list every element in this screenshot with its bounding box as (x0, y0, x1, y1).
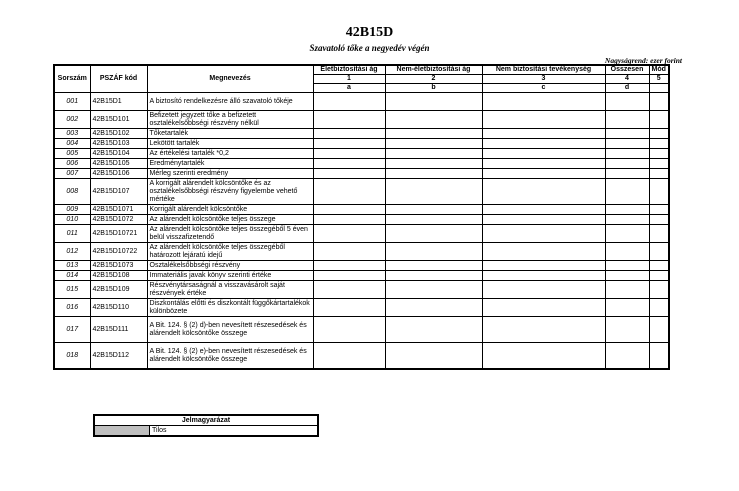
legend-header: Jelmagyarázat (94, 415, 318, 426)
value-cell[interactable] (313, 159, 385, 169)
value-cell[interactable] (313, 343, 385, 370)
value-cell[interactable] (605, 225, 649, 243)
value-cell[interactable] (313, 93, 385, 111)
row-code: 42B15D105 (90, 159, 147, 169)
header-pszaf-kod: PSZÁF kód (90, 65, 147, 93)
row-description: Korrigált alárendelt kölcsöntőke (147, 205, 313, 215)
table-row (54, 299, 669, 317)
row-description: A korrigált alárendelt kölcsöntőke és az osztalékelsőbbségi részvény figyelembe vehető mértéke (147, 179, 313, 205)
table-row (54, 225, 669, 243)
row-description: Immateriális javak könyv szerinti értéke (147, 271, 313, 281)
value-cell[interactable] (313, 149, 385, 159)
row-description: Diszkontálás előtti és diszkontált függőkártartalékok különbözete (147, 299, 313, 317)
value-cell[interactable] (605, 205, 649, 215)
value-cell[interactable] (385, 93, 482, 111)
value-cell[interactable] (385, 215, 482, 225)
row-number: 009 (54, 205, 90, 215)
row-number: 005 (54, 149, 90, 159)
value-cell[interactable] (313, 215, 385, 225)
value-cell[interactable] (482, 343, 605, 370)
table-row (54, 149, 669, 159)
value-cell[interactable] (482, 243, 605, 261)
row-code: 42B15D109 (90, 281, 147, 299)
row-number: 013 (54, 261, 90, 271)
table-row (54, 129, 669, 139)
row-description: A biztosító rendelkezésre álló szavatoló tőkéje (147, 93, 313, 111)
value-cell[interactable] (313, 225, 385, 243)
header-megnevezes: Megnevezés (147, 65, 313, 93)
value-cell[interactable] (482, 281, 605, 299)
row-number: 014 (54, 271, 90, 281)
row-number: 010 (54, 215, 90, 225)
value-cell[interactable] (313, 111, 385, 129)
row-code: 42B15D10722 (90, 243, 147, 261)
table-row (54, 139, 669, 149)
row-description: Lekötött tartalék (147, 139, 313, 149)
value-cell[interactable] (385, 343, 482, 370)
value-cell[interactable] (649, 159, 669, 169)
value-cell[interactable] (605, 93, 649, 111)
header-num-5: 5 (649, 75, 669, 84)
value-cell[interactable] (313, 317, 385, 343)
header-col-1: Életbiztosítási ág (313, 65, 385, 75)
value-cell[interactable] (649, 215, 669, 225)
row-description: Tőketartalék (147, 129, 313, 139)
value-cell[interactable] (313, 129, 385, 139)
table-row (54, 159, 669, 169)
value-cell[interactable] (649, 281, 669, 299)
value-cell[interactable] (605, 299, 649, 317)
value-cell[interactable] (313, 243, 385, 261)
value-cell[interactable] (385, 179, 482, 205)
value-cell[interactable] (605, 179, 649, 205)
value-cell[interactable] (313, 299, 385, 317)
header-letter-e (649, 84, 669, 93)
value-cell[interactable] (605, 271, 649, 281)
legend-swatch-forbidden (94, 426, 150, 437)
table-row (54, 261, 669, 271)
value-cell[interactable] (313, 271, 385, 281)
value-cell[interactable] (385, 111, 482, 129)
row-number: 012 (54, 243, 90, 261)
row-number: 008 (54, 179, 90, 205)
legend-table (93, 414, 319, 437)
header-col-2: Nem-életbiztosítási ág (385, 65, 482, 75)
value-cell[interactable] (649, 139, 669, 149)
row-code: 42B15D110 (90, 299, 147, 317)
value-cell[interactable] (313, 205, 385, 215)
form-subtitle: Szavatoló tőke a negyedév végén (309, 43, 430, 53)
row-number: 002 (54, 111, 90, 129)
table-row (54, 243, 669, 261)
value-cell[interactable] (649, 169, 669, 179)
row-code: 42B15D111 (90, 317, 147, 343)
value-cell[interactable] (482, 225, 605, 243)
value-cell[interactable] (385, 261, 482, 271)
value-cell[interactable] (605, 149, 649, 159)
header-sorszam: Sorszám (54, 65, 90, 93)
row-description: Eredménytartalék (147, 159, 313, 169)
value-cell[interactable] (313, 179, 385, 205)
row-code: 42B15D106 (90, 169, 147, 179)
row-description: Az alárendelt kölcsöntőke teljes összegéből 5 éven belül visszafizetendő (147, 225, 313, 243)
value-cell[interactable] (482, 271, 605, 281)
value-cell[interactable] (313, 261, 385, 271)
value-cell[interactable] (605, 111, 649, 129)
row-code: 42B15D102 (90, 129, 147, 139)
value-cell[interactable] (385, 299, 482, 317)
value-cell[interactable] (482, 299, 605, 317)
row-description: A Bit. 124. § (2) d)-ben nevesített részesedések és alárendelt kölcsöntőke összege (147, 317, 313, 343)
header-letter-d: d (605, 84, 649, 93)
value-cell[interactable] (649, 93, 669, 111)
value-cell[interactable] (605, 343, 649, 370)
value-cell[interactable] (605, 215, 649, 225)
row-code: 42B15D1071 (90, 205, 147, 215)
table-row (54, 179, 669, 205)
row-number: 003 (54, 129, 90, 139)
row-description: Mérleg szerinti eredmény (147, 169, 313, 179)
value-cell[interactable] (385, 271, 482, 281)
row-description: Az alárendelt kölcsöntőke teljes összegéből határozott lejáratú idejű (147, 243, 313, 261)
table-row (54, 93, 669, 111)
value-cell[interactable] (482, 215, 605, 225)
row-code: 42B15D1072 (90, 215, 147, 225)
row-number: 004 (54, 139, 90, 149)
value-cell[interactable] (649, 149, 669, 159)
table-row (54, 317, 669, 343)
value-cell[interactable] (605, 139, 649, 149)
row-description: Részvénytársaságnál a visszavásárolt saját részvények értéke (147, 281, 313, 299)
table-row (54, 281, 669, 299)
header-num-1: 1 (313, 75, 385, 84)
value-cell[interactable] (385, 205, 482, 215)
row-code: 42B15D112 (90, 343, 147, 370)
value-cell[interactable] (605, 243, 649, 261)
header-col-3: Nem biztosítási tevékenység (482, 65, 605, 75)
header-num-3: 3 (482, 75, 605, 84)
value-cell[interactable] (385, 317, 482, 343)
value-cell[interactable] (385, 129, 482, 139)
table-row (54, 271, 669, 281)
row-code: 42B15D10721 (90, 225, 147, 243)
value-cell[interactable] (605, 159, 649, 169)
row-number: 001 (54, 93, 90, 111)
value-cell[interactable] (385, 225, 482, 243)
row-code: 42B15D103 (90, 139, 147, 149)
header-col-4: Összesen (605, 65, 649, 75)
value-cell[interactable] (313, 139, 385, 149)
row-description: Osztalékelsőbbségi részvény (147, 261, 313, 271)
value-cell[interactable] (482, 149, 605, 159)
table-row (54, 343, 669, 370)
value-cell[interactable] (649, 261, 669, 271)
value-cell[interactable] (482, 111, 605, 129)
row-description: Az alárendelt kölcsöntőke teljes összege (147, 215, 313, 225)
value-cell[interactable] (605, 129, 649, 139)
value-cell[interactable] (482, 139, 605, 149)
row-description: A Bit. 124. § (2) e)-ben nevesített részesedések és alárendelt kölcsöntőke összege (147, 343, 313, 370)
unit-note: Nagyságrend: ezer forint (604, 56, 682, 65)
main-table (53, 64, 670, 370)
value-cell[interactable] (649, 179, 669, 205)
value-cell[interactable] (605, 317, 649, 343)
row-number: 017 (54, 317, 90, 343)
value-cell[interactable] (385, 169, 482, 179)
header-num-2: 2 (385, 75, 482, 84)
value-cell[interactable] (482, 169, 605, 179)
value-cell[interactable] (605, 261, 649, 271)
row-number: 011 (54, 225, 90, 243)
row-description: Befizetett jegyzett tőke a befizetett osztalékelsőbbségi részvény nélkül (147, 111, 313, 129)
table-row (54, 205, 669, 215)
row-code: 42B15D108 (90, 271, 147, 281)
row-number: 015 (54, 281, 90, 299)
value-cell[interactable] (385, 139, 482, 149)
value-cell[interactable] (649, 243, 669, 261)
value-cell[interactable] (385, 243, 482, 261)
row-description: Az értékelési tartalék *0,2 (147, 149, 313, 159)
form-title: 42B15D (345, 25, 394, 40)
value-cell[interactable] (605, 169, 649, 179)
value-cell[interactable] (482, 317, 605, 343)
value-cell[interactable] (605, 281, 649, 299)
value-cell[interactable] (385, 281, 482, 299)
value-cell[interactable] (313, 281, 385, 299)
value-cell[interactable] (385, 159, 482, 169)
value-cell[interactable] (649, 343, 669, 370)
value-cell[interactable] (649, 129, 669, 139)
row-code: 42B15D1 (90, 93, 147, 111)
value-cell[interactable] (482, 93, 605, 111)
value-cell[interactable] (482, 129, 605, 139)
value-cell[interactable] (482, 159, 605, 169)
row-code: 42B15D101 (90, 111, 147, 129)
legend-label-forbidden: Tilos (150, 426, 319, 437)
value-cell[interactable] (649, 225, 669, 243)
row-number: 006 (54, 159, 90, 169)
header-num-4: 4 (605, 75, 649, 84)
row-code: 42B15D104 (90, 149, 147, 159)
value-cell[interactable] (649, 317, 669, 343)
header-col-5: Mód (649, 65, 669, 75)
header-letter-b: b (385, 84, 482, 93)
table-row (54, 169, 669, 179)
value-cell[interactable] (649, 111, 669, 129)
value-cell[interactable] (482, 261, 605, 271)
table-row (54, 111, 669, 129)
row-code: 42B15D1073 (90, 261, 147, 271)
value-cell[interactable] (482, 205, 605, 215)
row-number: 016 (54, 299, 90, 317)
row-number: 018 (54, 343, 90, 370)
row-number: 007 (54, 169, 90, 179)
value-cell[interactable] (313, 169, 385, 179)
value-cell[interactable] (649, 205, 669, 215)
row-code: 42B15D107 (90, 179, 147, 205)
table-row (54, 215, 669, 225)
value-cell[interactable] (385, 149, 482, 159)
value-cell[interactable] (649, 271, 669, 281)
value-cell[interactable] (649, 299, 669, 317)
value-cell[interactable] (482, 179, 605, 205)
header-letter-c: c (482, 84, 605, 93)
header-letter-a: a (313, 84, 385, 93)
